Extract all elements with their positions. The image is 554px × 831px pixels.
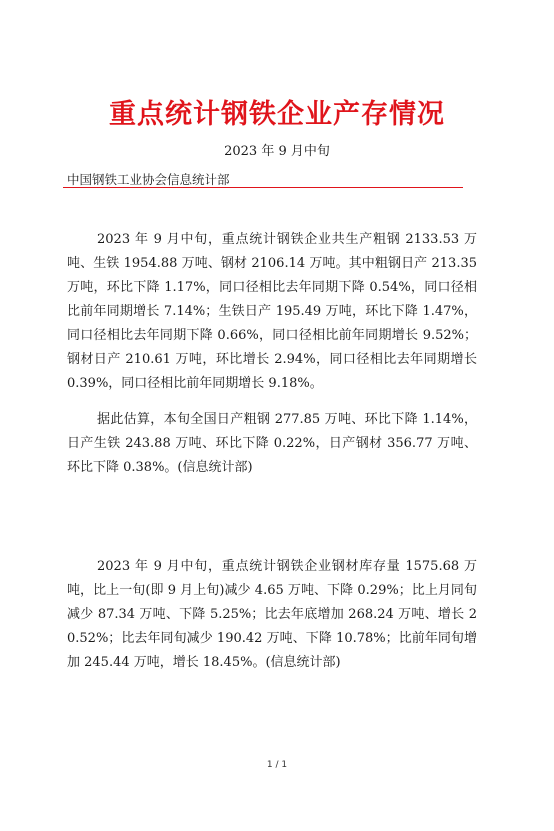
document-date: 2023 年 9 月中旬: [224, 144, 330, 159]
production-paragraph: 2023 年 9 月中旬，重点统计钢铁企业共生产粗钢 2133.53 万吨、生铁 1954.88 万吨、钢材 2106.14 万吨。其中粗钢日产 213.35 万吨，环比下降 1.17%，同口径相比去年同期下降 0.54%，同口径相比前年同期增长 7.14%；生铁日产 195.49 万吨，环比下降 1.47%，同口径相比去年同期下降 0.66%，同口径相比前年同期增长 9.52%；钢材日产 210.61 万吨，环比增长 2.94%，同口径相比去年同期增长 0.39%，同口径相比前年同期增长 9.18%。: [67, 232, 477, 391]
document-title: 重点统计钢铁企业产存情况: [109, 99, 445, 130]
estimate-paragraph: 据此估算，本旬全国日产粗钢 277.85 万吨、环比下降 1.14%，日产生铁 243.88 万吨、环比下降 0.22%，日产钢材 356.77 万吨、环比下降 0.38%。(信息统计部): [67, 412, 477, 475]
header-divider: [63, 187, 463, 188]
paragraph-gap: [67, 396, 477, 408]
inventory-paragraph: 2023 年 9 月中旬，重点统计钢铁企业钢材库存量 1575.68 万吨，比上一旬(即 9 月上旬)减少 4.65 万吨、下降 0.29%；比上月同旬减少 87.34 万吨、下降 5.25%；比去年底增加 268.24 万吨、增长 20.52%；比去年同旬减少 190.42 万吨、下降 10.78%；比前年同旬增加 245.44 万吨，增长 18.45%。(信息统计部): [67, 559, 477, 670]
issuing-department: 中国钢铁工业协会信息统计部: [67, 172, 230, 187]
production-section: [67, 228, 477, 480]
page-number: 1 / 1: [266, 760, 288, 770]
inventory-section: [67, 555, 477, 675]
